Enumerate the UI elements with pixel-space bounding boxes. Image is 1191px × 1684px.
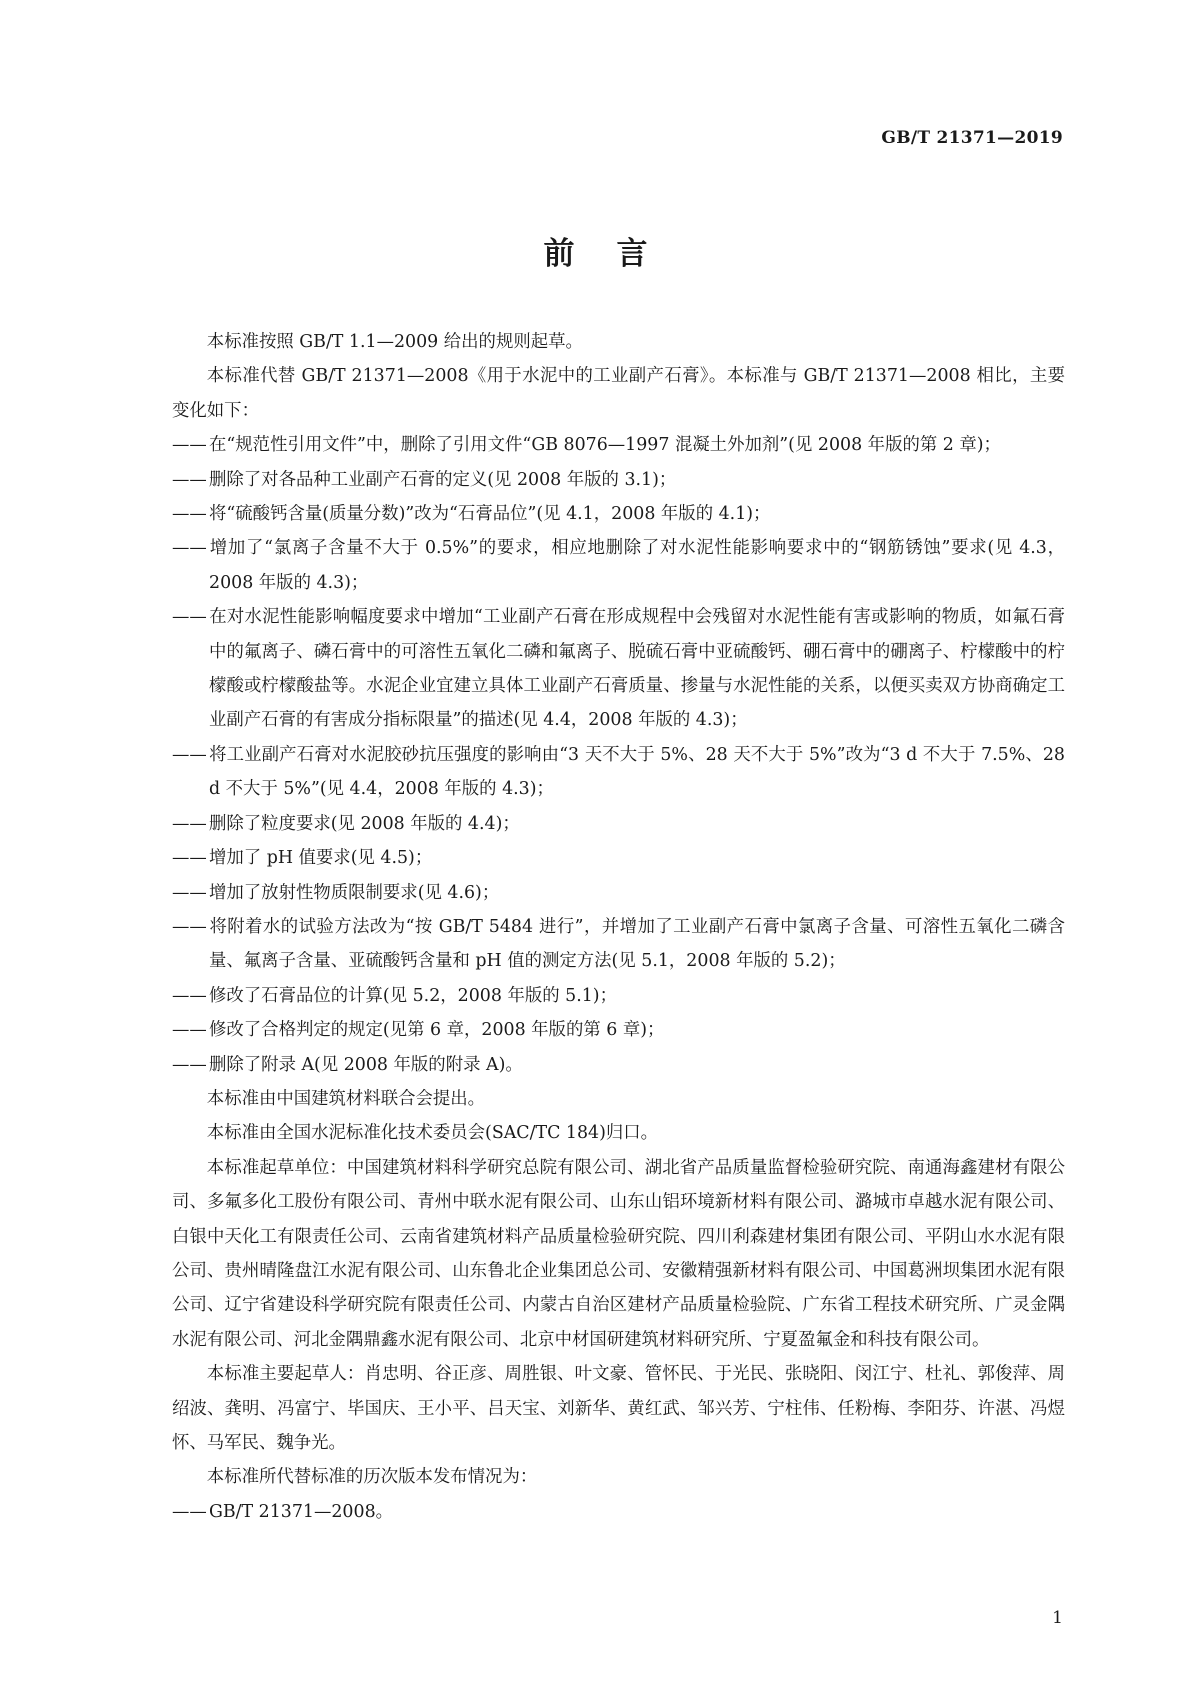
change-text: 增加了“氯离子含量不大于 0.5%”的要求，相应地删除了对水泥性能影响要求中的“钢筋锈蚀”要求(见 4.3，2008 年版的 4.3)；: [209, 538, 1065, 593]
document-body: [172, 325, 1065, 1529]
dash-marker: ——: [172, 504, 207, 525]
change-item: [172, 841, 1065, 875]
standard-code: GB/T 21371—2019: [881, 128, 1063, 148]
dash-marker: ——: [172, 1020, 207, 1041]
page-title: 前言: [543, 236, 690, 272]
paragraph: 本标准代替 GB/T 21371—2008《用于水泥中的工业副产石膏》。本标准与 GB/T 21371—2008 相比，主要变化如下：: [172, 366, 1065, 421]
change-item: [172, 497, 1065, 531]
paragraph: 本标准由中国建筑材料联合会提出。: [206, 1088, 486, 1109]
paragraph: 本标准由全国水泥标准化技术委员会(SAC/TC 184)归口。: [206, 1123, 659, 1144]
change-text: 增加了 pH 值要求(见 4.5)；: [209, 848, 433, 869]
dash-marker: ——: [172, 1054, 207, 1075]
dash-marker: ——: [172, 607, 207, 628]
change-text: 将附着水的试验方法改为“按 GB/T 5484 进行”，并增加了工业副产石膏中氯离子含量、可溶性五氧化二磷含量、氟离子含量、亚硫酸钙含量和 pH 值的测定方法(见 5.1，2008 年版的 5.2)；: [209, 916, 1065, 972]
change-item: [172, 428, 1065, 462]
drafters-paragraph: 本标准主要起草人：肖忠明、谷正彦、周胜银、叶文豪、管怀民、于光民、张晓阳、闵江宁、杜礼、郭俊萍、周绍波、龚明、冯富宁、毕国庆、王小平、吕天宝、刘新华、黄红武、邹兴芳、宁柱伟、任粉梅、李阳芬、许湛、冯煜怀、马军民、魏争光。: [172, 1364, 1065, 1453]
change-item: [172, 1013, 1065, 1047]
change-text: 修改了石膏品位的计算(见 5.2，2008 年版的 5.1)；: [209, 985, 617, 1006]
dash-marker: ——: [172, 882, 207, 903]
change-item: [172, 463, 1065, 497]
change-item: [172, 738, 1065, 807]
change-item: [172, 531, 1065, 600]
change-item: [172, 600, 1065, 738]
change-text: 将“硫酸钙含量(质量分数)”改为“石膏品位”(见 4.1，2008 年版的 4.1)；: [209, 504, 771, 525]
dash-marker: ——: [172, 744, 207, 765]
change-item: [172, 910, 1065, 979]
dash-marker: ——: [172, 813, 207, 834]
change-text: 在“规范性引用文件”中，删除了引用文件“GB 8076—1997 混凝土外加剂”(见 2008 年版的第 2 章)；: [209, 435, 1001, 456]
change-item: [172, 1048, 1065, 1082]
change-text: 删除了附录 A(见 2008 年版的附录 A)。: [209, 1054, 523, 1075]
history-item: [172, 1495, 1065, 1529]
change-text: 增加了放射性物质限制要求(见 4.6)；: [209, 882, 500, 903]
change-item: [172, 876, 1065, 910]
dash-marker: ——: [172, 916, 207, 937]
paragraph: 本标准按照 GB/T 1.1—2009 给出的规则起草。: [206, 332, 583, 352]
change-text: 修改了合格判定的规定(见第 6 章，2008 年版的第 6 章)；: [209, 1020, 665, 1041]
dash-marker: ——: [172, 848, 207, 869]
change-item: [172, 807, 1065, 841]
change-item: [172, 979, 1065, 1013]
change-text: 删除了对各品种工业副产石膏的定义(见 2008 年版的 3.1)；: [209, 469, 677, 490]
dash-marker: ——: [172, 985, 207, 1006]
drafting-units-paragraph: 本标准起草单位：中国建筑材料科学研究总院有限公司、湖北省产品质量监督检验研究院、南通海鑫建材有限公司、多氟多化工股份有限公司、青州中联水泥有限公司、山东山铝环境新材料有限公司、潞城市卓越水泥有限公司、白银中天化工有限责任公司、云南省建筑材料产品质量检验研究院、四川利森建材集团有限公司、平阴山水水泥有限公司、贵州晴隆盘江水泥有限公司、山东鲁北企业集团总公司、安徽精强新材料有限公司、中国葛洲坝集团水泥有限公司、辽宁省建设科学研究院有限责任公司、内蒙古自治区建材产品质量检验院、广东省工程技术研究所、广灵金隅水泥有限公司、河北金隅鼎鑫水泥有限公司、北京中材国研建筑材料研究所、宁夏盈氟金和科技有限公司。: [172, 1157, 1065, 1350]
dash-marker: ——: [172, 435, 207, 456]
page-number: 1: [1052, 1608, 1063, 1628]
dash-marker: ——: [172, 538, 207, 559]
dash-marker: ——: [172, 469, 207, 490]
change-text: 删除了粒度要求(见 2008 年版的 4.4)；: [209, 813, 520, 834]
paragraph: 本标准所代替标准的历次版本发布情况为：: [206, 1467, 538, 1488]
dash-marker: ——: [172, 1501, 207, 1522]
change-text: 将工业副产石膏对水泥胶砂抗压强度的影响由“3 天不大于 5%、28 天不大于 5%”改为“3 d 不大于 7.5%、28 d 不大于 5%”(见 4.4，2008 年版的 4.3)；: [209, 744, 1065, 800]
change-text: 在对水泥性能影响幅度要求中增加“工业副产石膏在形成规程中会残留对水泥性能有害或影响的物质，如氟石膏中的氟离子、磷石膏中的可溶性五氧化二磷和氟离子、脱硫石膏中亚硫酸钙、硼石膏中的硼离子、柠檬酸中的柠檬酸或柠檬酸盐等。水泥企业宜建立具体工业副产石膏质量、掺量与水泥性能的关系，以便买卖双方协商确定工业副产石膏的有害成分指标限量”的描述(见 4.4，2008 年版的 4.3)；: [209, 607, 1065, 731]
history-text: GB/T 21371—2008。: [209, 1501, 394, 1522]
